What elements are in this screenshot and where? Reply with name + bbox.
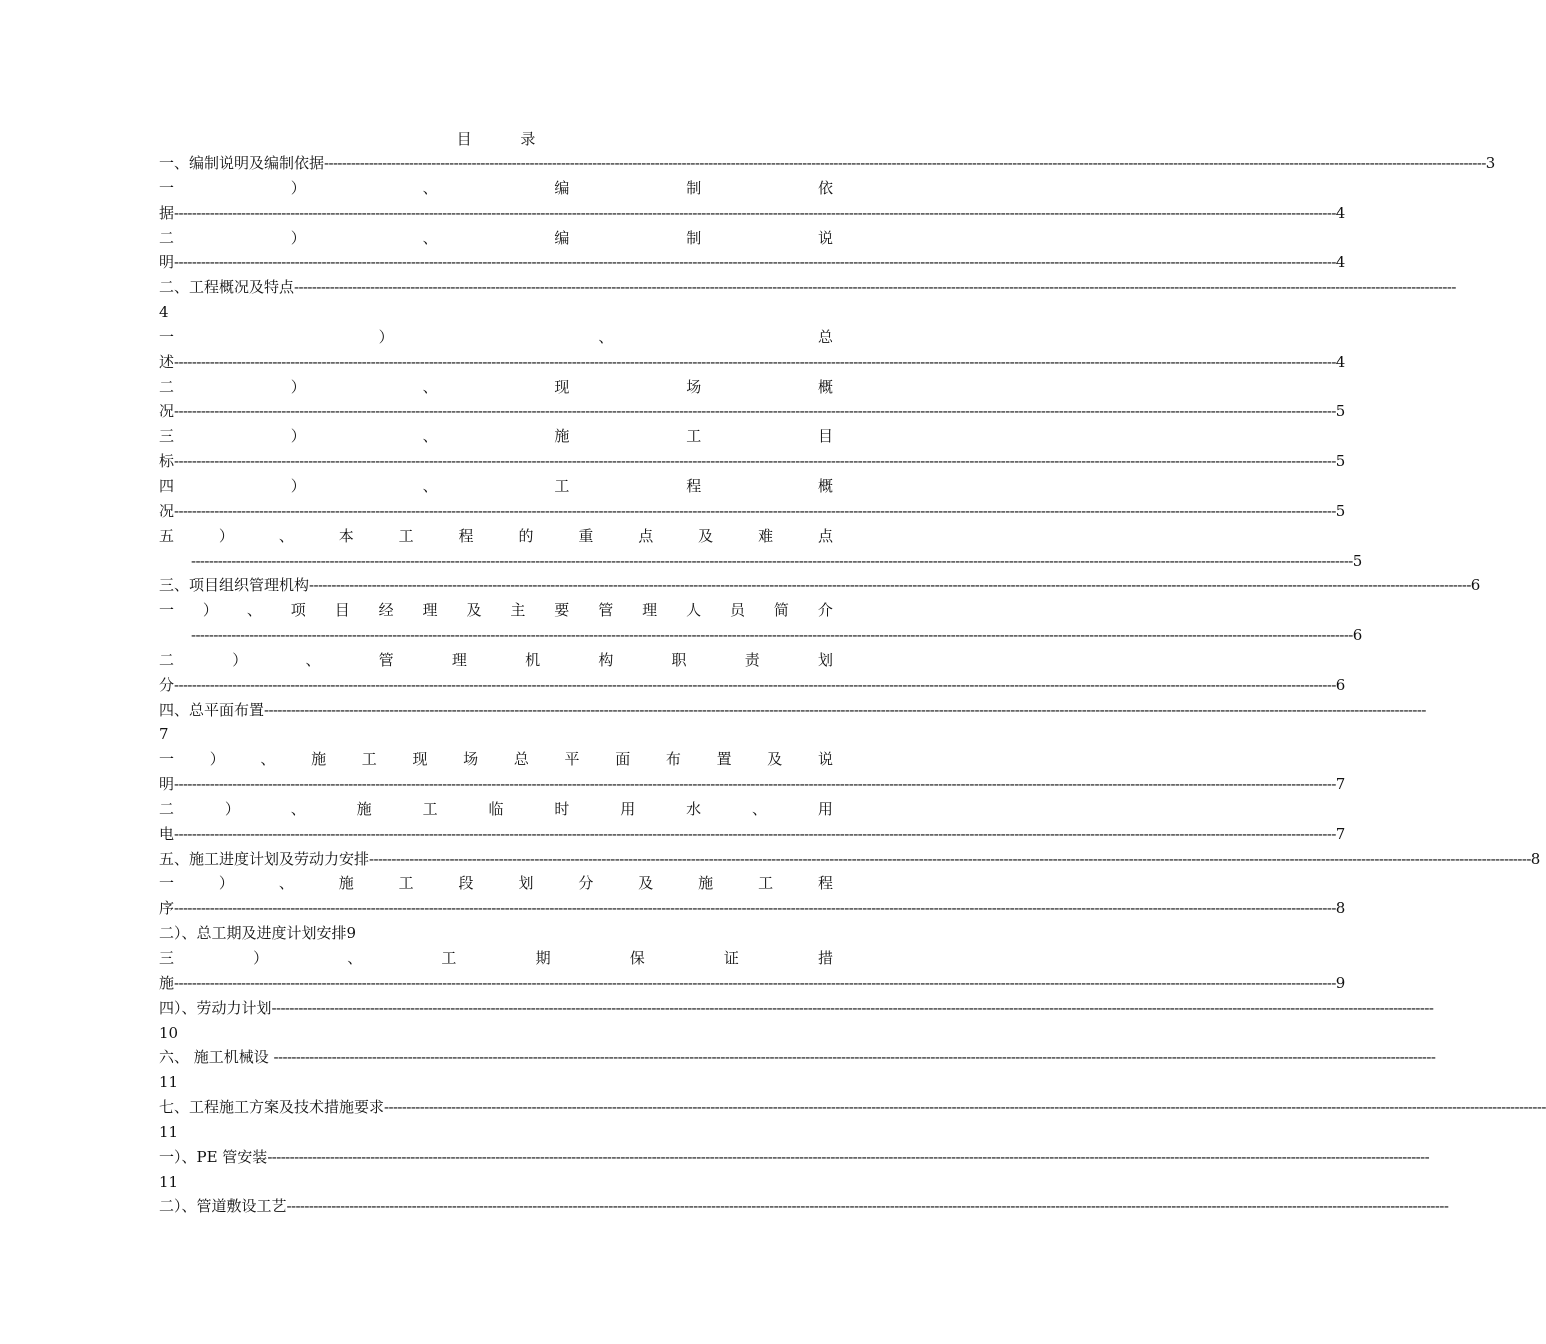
toc-entry [159,996,1434,1021]
toc-leader: -------------------------------------------------------------------------------------------------------------------------------------------------------------------------------------------------------------------------------------------------------------------- [174,675,1336,694]
toc-entry-title: 二）、管道敷设工艺 [159,1197,287,1216]
toc-leader: -------------------------------------------------------------------------------------------------------------------------------------------------------------------------------------------------------------------------------------------------------------------- [174,452,1336,471]
toc-page-number: 4 [1335,352,1346,371]
toc-entry-char: 管 [378,650,394,669]
toc-leader: -------------------------------------------------------------------------------------------------------------------------------------------------------------------------------------------------------------------------------------------------------------------- [309,576,1471,595]
toc-entry-continuation [159,399,1346,424]
toc-entry-justified [159,747,833,772]
toc-entry-char: 、 [347,949,363,967]
toc-entry-justified [159,598,833,623]
toc-entry-char: 的 [518,526,534,545]
toc-entry-char: 程 [458,526,474,545]
toc-entry-char: 、 [752,799,768,818]
toc-entry-char: 分 [578,874,594,893]
toc-entry-char: 、 [422,377,438,396]
toc-entry-title: 六、 施工机械设 [159,1048,274,1067]
toc-entry-char: 及 [638,874,654,893]
toc-entry-char: 、 [422,178,438,197]
toc-entry [159,573,1481,598]
toc-entry-continuation [159,449,1346,474]
toc-entry-justified [159,797,833,822]
toc-entry-char: 、 [422,476,438,495]
toc-entry-char: 编 [554,228,570,247]
toc-entry-char: 工 [554,476,570,495]
toc-page-number: 4 [1335,203,1346,222]
toc-entry-char: 理 [642,601,658,620]
toc-entry-char: 证 [723,949,739,967]
toc-leader: -------------------------------------------------------------------------------------------------------------------------------------------------------------------------------------------------------------------------------------------------------------------- [267,1147,1430,1166]
toc-entry-title: 据 [159,203,175,222]
toc-entry-continuation [159,250,1346,275]
toc-page-number: 4 [1335,253,1346,272]
toc-leader: -------------------------------------------------------------------------------------------------------------------------------------------------------------------------------------------------------------------------------------------------------------------- [286,1197,1449,1216]
toc-entry-char: 目 [817,427,833,446]
toc-entry-char: 人 [686,601,702,620]
toc-entry-char: ） [290,377,306,396]
toc-leader: -------------------------------------------------------------------------------------------------------------------------------------------------------------------------------------------------------------------------------------------------------------------- [174,352,1336,371]
toc-entry-title: 况 [159,402,175,421]
toc-entry-char: 工 [422,799,438,818]
toc-entry-char: 二 [159,228,175,247]
toc-entry-char: 施 [356,799,372,818]
toc-page-number: 8 [1530,849,1541,868]
toc-page-number: 5 [1335,402,1346,421]
toc-entry-char: 、 [422,228,438,247]
toc-page [159,127,1546,1219]
toc-page-number: 6 [1352,626,1363,645]
toc-entry-justified [159,176,833,201]
toc-page-number: 8 [1335,899,1346,918]
toc-entry-char: 工 [686,427,702,446]
toc-entry-char: 工 [758,874,774,893]
toc-entry-justified [159,226,833,251]
toc-leader: -------------------------------------------------------------------------------------------------------------------------------------------------------------------------------------------------------------------------------------------------------------------- [174,775,1336,794]
toc-entry [159,1095,1546,1120]
toc-page-number: 6 [1335,675,1346,694]
toc-entry-char: 责 [744,650,760,669]
toc-page-number-wrapped: 11 [159,1073,179,1092]
toc-entry-justified [159,871,833,896]
toc-entry-char: 用 [620,799,636,818]
toc-entry-char: 、 [305,650,321,669]
toc-entry-char: 编 [554,178,570,197]
toc-entry-title: 四、总平面布置 [159,700,265,719]
toc-entry-justified [159,325,833,350]
toc-entry-char: 总 [817,327,833,346]
toc-entry-char: 管 [598,601,614,620]
toc-entry-char: 划 [817,650,833,669]
toc-entry-title: 明 [159,253,175,272]
toc-entry-char: ） [202,601,218,620]
toc-entry-continuation [159,896,1346,921]
toc-entry-justified [159,375,833,400]
toc-entry-title: 标 [159,452,175,471]
toc-entry-char: 一 [159,327,175,346]
toc-entry [159,151,1496,176]
toc-entry-char: 主 [510,601,526,620]
toc-entry-char: 制 [686,178,702,197]
toc-leader: -------------------------------------------------------------------------------------------------------------------------------------------------------------------------------------------------------------------------------------------------------------------- [174,501,1336,520]
toc-entry-title: 序 [159,899,175,918]
toc-entry-justified [159,524,833,549]
toc-entry-char: 施 [311,750,327,769]
toc-page-number-wrapped: 10 [159,1023,179,1042]
toc-entry: 二）、总工期及进度计划安排9 [159,924,357,943]
toc-entry [159,1145,1430,1170]
toc-entry-title: 七、工程施工方案及技术措施要求 [159,1098,385,1117]
toc-entry-char: 、 [598,327,614,346]
toc-entry-char: ） [232,650,248,669]
toc-entry-char: ） [209,750,225,769]
toc-entry-char: 三 [159,949,175,967]
toc-list [159,151,1546,1219]
toc-entry-char: 一 [159,750,175,769]
toc-page-number-wrapped: 4 [159,303,169,322]
toc-entry-char: 程 [686,476,702,495]
toc-entry-char: 难 [758,526,774,545]
toc-entry-char: 保 [629,949,645,967]
toc-entry-title: 明 [159,775,175,794]
toc-entry-title: 三、项目组织管理机构 [159,576,310,595]
toc-entry-title: 一、编制说明及编制依据 [159,154,325,172]
toc-entry-char: 三 [159,427,175,446]
toc-entry-char: 、 [278,874,294,893]
toc-entry-char: 、 [290,799,306,818]
toc-entry-title: 分 [159,675,175,694]
toc-leader: -------------------------------------------------------------------------------------------------------------------------------------------------------------------------------------------------------------------------------------------------------------------- [271,998,1434,1017]
toc-entry-char: 依 [817,178,833,197]
toc-entry-justified [159,474,833,499]
toc-entry-continuation [159,499,1346,524]
toc-entry-title: 一）、PE 管安装 [159,1147,268,1166]
toc-entry-justified [159,946,833,971]
toc-entry-char: 现 [554,377,570,396]
toc-entry-char: 理 [422,601,438,620]
toc-entry-char: ） [253,949,269,967]
toc-leader: -------------------------------------------------------------------------------------------------------------------------------------------------------------------------------------------------------------------------------------------------------------------- [191,551,1353,570]
toc-entry-char: 、 [422,427,438,446]
toc-entry-char: 程 [817,874,833,893]
toc-entry-char: ） [290,178,306,197]
toc-entry-continuation [159,201,1346,226]
toc-leader: -------------------------------------------------------------------------------------------------------------------------------------------------------------------------------------------------------------------------------------------------------------------- [174,973,1336,992]
toc-leader: -------------------------------------------------------------------------------------------------------------------------------------------------------------------------------------------------------------------------------------------------------------------- [273,1048,1436,1067]
toc-entry-char: 目 [334,601,350,620]
toc-entry-char: 及 [466,601,482,620]
toc-entry-char: 五 [159,526,175,545]
toc-entry-char: 制 [686,228,702,247]
toc-entry-char: 及 [767,750,783,769]
toc-entry-char: 简 [773,601,789,620]
toc-entry-char: 时 [554,799,570,818]
toc-title: 目 录 [456,130,558,148]
toc-leader: -------------------------------------------------------------------------------------------------------------------------------------------------------------------------------------------------------------------------------------------------------------------- [174,824,1336,843]
toc-entry-char: ） [378,327,394,346]
toc-entry-char: 用 [817,799,833,818]
toc-entry-char: 构 [598,650,614,669]
toc-entry-char: 重 [578,526,594,545]
toc-leader: -------------------------------------------------------------------------------------------------------------------------------------------------------------------------------------------------------------------------------------------------------------------- [174,899,1336,918]
toc-leader: -------------------------------------------------------------------------------------------------------------------------------------------------------------------------------------------------------------------------------------------------------------------- [174,203,1336,222]
toc-leader: -------------------------------------------------------------------------------------------------------------------------------------------------------------------------------------------------------------------------------------------------------------------- [324,154,1486,172]
toc-entry-char: 一 [159,874,175,893]
toc-entry-char: ） [218,874,234,893]
toc-page-number: 7 [1335,824,1346,843]
toc-leader: -------------------------------------------------------------------------------------------------------------------------------------------------------------------------------------------------------------------------------------------------------------------- [174,402,1336,421]
toc-entry [159,1194,1449,1219]
toc-entry-char: ） [224,799,240,818]
toc-entry-char: 段 [458,874,474,893]
toc-entry-title: 电 [159,824,175,843]
toc-entry-title: 五、施工进度计划及劳动力安排 [159,849,370,868]
toc-entry-continuation [159,673,1346,698]
toc-entry-char: 二 [159,377,175,396]
toc-entry-char: 平 [564,750,580,769]
toc-page-number: 5 [1335,501,1346,520]
toc-entry-char: 二 [159,799,175,818]
toc-page-number: 5 [1352,551,1363,570]
toc-entry-char: 施 [338,874,354,893]
toc-entry-char: 一 [159,178,175,197]
toc-leader: -------------------------------------------------------------------------------------------------------------------------------------------------------------------------------------------------------------------------------------------------------------------- [384,1098,1546,1117]
toc-entry-char: 职 [671,650,687,669]
toc-entry-char: 施 [698,874,714,893]
toc-entry-char: 布 [665,750,681,769]
toc-entry-char: 员 [729,601,745,620]
toc-entry-title: 施 [159,973,175,992]
toc-entry-justified [159,424,833,449]
toc-entry-char: 经 [378,601,394,620]
toc-leader: -------------------------------------------------------------------------------------------------------------------------------------------------------------------------------------------------------------------------------------------------------------------- [294,278,1456,297]
toc-entry-char: 工 [398,874,414,893]
toc-entry-char: 置 [716,750,732,769]
toc-entry-continuation [191,549,1363,574]
toc-leader: -------------------------------------------------------------------------------------------------------------------------------------------------------------------------------------------------------------------------------------------------------------------- [191,626,1353,645]
toc-page-number: 3 [1485,154,1496,172]
toc-entry-char: 项 [290,601,306,620]
toc-entry-continuation [159,772,1346,797]
toc-page-number-wrapped: 11 [159,1122,179,1141]
toc-entry-char: 要 [554,601,570,620]
toc-page-number: 9 [1335,973,1346,992]
toc-entry-continuation [159,971,1346,996]
toc-entry-char: 工 [441,949,457,967]
toc-entry-title: 四）、劳动力计划 [159,998,272,1017]
toc-entry-continuation [159,350,1346,375]
toc-entry-char: ） [290,427,306,446]
toc-entry-char: 临 [488,799,504,818]
toc-entry-char: 施 [554,427,570,446]
toc-entry-char: 场 [463,750,479,769]
toc-entry-char: 说 [817,228,833,247]
toc-entry-char: 说 [817,750,833,769]
toc-entry-title: 二、工程概况及特点 [159,278,295,297]
toc-entry-char: ） [218,526,234,545]
toc-entry [159,1045,1436,1070]
toc-page-number: 7 [1335,775,1346,794]
toc-entry-char: 二 [159,650,175,669]
toc-entry-char: 及 [698,526,714,545]
toc-entry [159,698,1426,723]
toc-entry-char: 期 [535,949,551,967]
toc-entry-char: 、 [246,601,262,620]
toc-entry-char: 概 [817,377,833,396]
toc-entry-char: 点 [817,526,833,545]
toc-page-number-wrapped: 7 [159,725,169,744]
toc-entry-char: 、 [260,750,276,769]
toc-entry [159,847,1541,872]
toc-leader: -------------------------------------------------------------------------------------------------------------------------------------------------------------------------------------------------------------------------------------------------------------------- [264,700,1426,719]
toc-leader: -------------------------------------------------------------------------------------------------------------------------------------------------------------------------------------------------------------------------------------------------------------------- [369,849,1531,868]
toc-entry-char: 工 [361,750,377,769]
toc-entry-char: 措 [817,949,833,967]
toc-entry-justified [159,648,833,673]
toc-entry-char: 、 [278,526,294,545]
toc-entry-char: 总 [513,750,529,769]
toc-entry-char: 水 [686,799,702,818]
toc-entry-char: 场 [686,377,702,396]
toc-page-number: 6 [1470,576,1481,595]
toc-entry-char: 介 [817,601,833,620]
toc-entry-char: 工 [398,526,414,545]
toc-entry-char: 点 [638,526,654,545]
toc-leader: -------------------------------------------------------------------------------------------------------------------------------------------------------------------------------------------------------------------------------------------------------------------- [174,253,1336,272]
toc-page-number-wrapped: 11 [159,1172,179,1191]
toc-entry-char: 概 [817,476,833,495]
toc-entry-char: 本 [338,526,354,545]
toc-entry-char: 理 [451,650,467,669]
toc-entry-char: 划 [518,874,534,893]
toc-entry-char: ） [290,228,306,247]
toc-entry-continuation [159,822,1346,847]
toc-entry-title: 况 [159,501,175,520]
toc-entry-char: 现 [412,750,428,769]
toc-entry-continuation [191,623,1363,648]
toc-page-number: 5 [1335,452,1346,471]
toc-entry-char: 四 [159,476,175,495]
toc-entry-char: 一 [159,601,175,620]
toc-entry-char: 机 [525,650,541,669]
toc-entry-title: 述 [159,352,175,371]
toc-entry-char: ） [290,476,306,495]
toc-entry [159,275,1456,300]
toc-entry-char: 面 [615,750,631,769]
